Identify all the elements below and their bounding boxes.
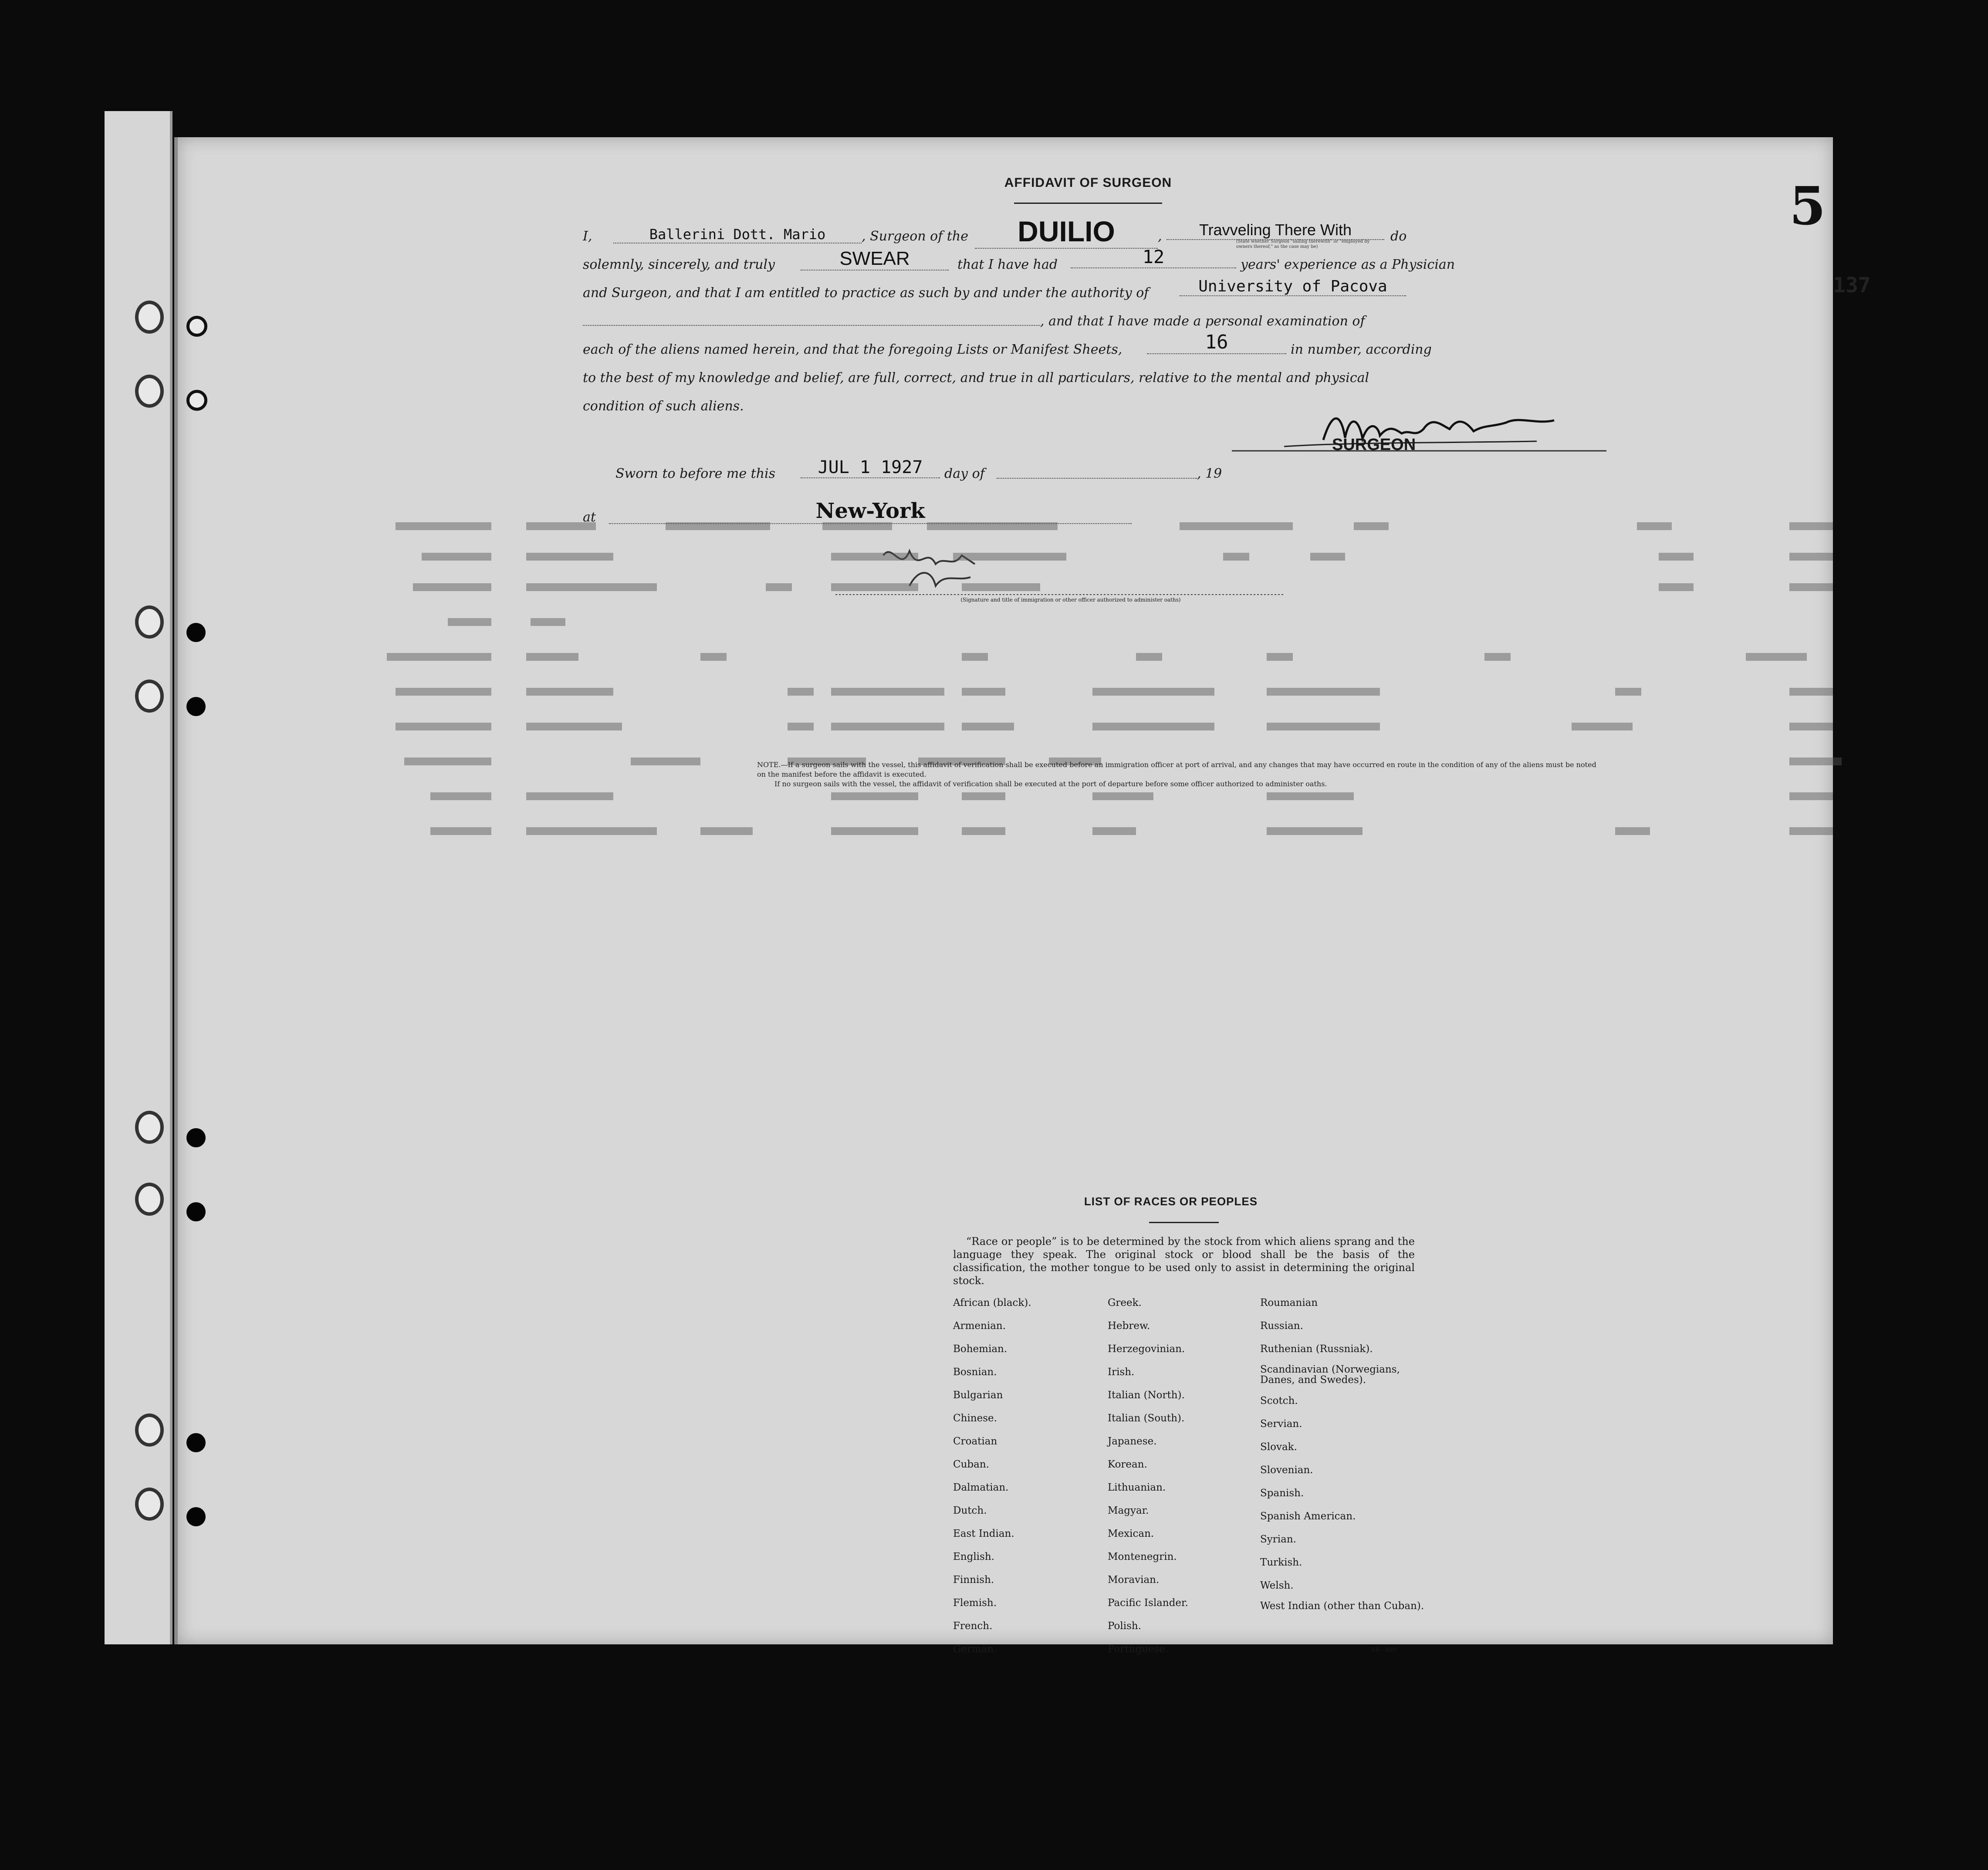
strip-hole: [135, 680, 164, 713]
races-column-1: [953, 1292, 1110, 1661]
race-item: French.: [953, 1620, 993, 1632]
race-item: German.: [953, 1643, 997, 1655]
relation-note: (State whether Surgeon "sailing therewith" or "employed by owners thereof," as the case may be): [1236, 239, 1370, 249]
side-number: 137: [1833, 273, 1871, 298]
line5-post: in number, according: [1291, 342, 1432, 357]
at-pre: at: [583, 510, 596, 525]
race-item: African (black).: [953, 1297, 1031, 1309]
title-rule: [1014, 203, 1162, 204]
race-item: Bulgarian: [953, 1390, 1003, 1401]
strip-hole: [135, 301, 164, 334]
strip-hole: [135, 1111, 164, 1144]
race-item: Pacific Islander.: [1108, 1597, 1188, 1609]
race-item: Chinese.: [953, 1413, 997, 1424]
race-item: Flemish.: [953, 1597, 997, 1609]
race-item: Finnish.: [953, 1574, 994, 1586]
race-item: Servian.: [1260, 1418, 1302, 1430]
race-item: Russian.: [1260, 1320, 1303, 1332]
race-item: Korean.: [1108, 1459, 1147, 1470]
races-column-3: [1260, 1292, 1434, 1616]
race-item: Magyar.: [1108, 1505, 1149, 1516]
affidavit-title: AFFIDAVIT OF SURGEON: [1004, 176, 1172, 190]
years-field: 12: [1071, 246, 1236, 268]
punch-hole: [186, 1202, 206, 1221]
punch-hole: [186, 697, 206, 716]
race-item: Portuguese.: [1108, 1643, 1169, 1655]
note-line1: NOTE.—If a surgeon sails with the vessel, this affidavit of verification shall be executed before an immigration officer at port of arrival, and any changes that may have occurred en route in the condition of any of the aliens must be noted on the manifest before the affidavit is executed.: [757, 761, 1596, 778]
race-item: Lithuanian.: [1108, 1482, 1166, 1493]
race-item: Croatian: [953, 1436, 997, 1447]
strip-hole: [135, 375, 164, 408]
strip-hole: [135, 605, 164, 639]
officer-caption: (Signature and title of immigration or other officer authorized to administer oaths): [960, 597, 1181, 603]
race-item: Polish.: [1108, 1620, 1142, 1632]
form-number: 14—489: [1371, 1647, 1397, 1654]
line6: to the best of my knowledge and belief, are full, correct, and true in all particulars, relative to the mental and physical: [583, 370, 1369, 385]
line1-pre: I,: [583, 229, 592, 244]
note-line2: If no surgeon sails with the vessel, the affidavit of verification shall be executed at the port of departure before some officer authorized to administer oaths.: [774, 780, 1327, 788]
surgeon-name-field: Ballerini Dott. Mario: [613, 226, 862, 243]
race-item: Syrian.: [1260, 1534, 1296, 1545]
affidavit-note: [757, 760, 1606, 789]
punch-hole: [186, 316, 207, 337]
binding-strip: [105, 111, 172, 1644]
line2-post: years' experience as a Physician: [1241, 257, 1455, 272]
line3-pre: and Surgeon, and that I am entitled to practice as such by and under the authority of: [583, 285, 1149, 301]
sworn-year: , 19: [1197, 466, 1222, 481]
race-item: West Indian (other than Cuban).: [1260, 1600, 1424, 1612]
race-item: Japanese.: [1108, 1436, 1157, 1447]
page-number: 5: [1789, 176, 1826, 237]
races-column-2: [1108, 1292, 1264, 1661]
race-item: Roumanian: [1260, 1297, 1318, 1309]
race-item: Welsh.: [1260, 1580, 1294, 1591]
punch-hole: [186, 623, 206, 642]
race-item: Scotch.: [1260, 1395, 1298, 1407]
race-item: Turkish.: [1260, 1557, 1302, 1568]
line1-post: do: [1390, 229, 1407, 244]
strip-hole: [135, 1488, 164, 1521]
sworn-mid: day of: [944, 466, 985, 481]
strip-hole: [135, 1413, 164, 1447]
race-item: Spanish American.: [1260, 1511, 1356, 1522]
line1-mid: , Surgeon of the: [862, 229, 968, 244]
comma: ,: [1158, 229, 1162, 244]
punch-hole: [186, 1507, 206, 1526]
sworn-date-field: JUL 1 1927: [801, 457, 940, 478]
race-item: Spanish.: [1260, 1488, 1304, 1499]
race-item: Hebrew.: [1108, 1320, 1150, 1332]
races-title-rule: [1149, 1222, 1219, 1223]
race-item: Bohemian.: [953, 1343, 1008, 1355]
race-item: Mexican.: [1108, 1528, 1154, 1539]
race-item: Slovak.: [1260, 1441, 1297, 1453]
vessel-name-field: DUILIO: [975, 215, 1158, 249]
race-item: Cuban.: [953, 1459, 989, 1470]
surgeon-signature: [1223, 399, 1615, 455]
relation-field: Travveling There With: [1166, 221, 1384, 240]
races-title: LIST OF RACES OR PEOPLES: [1084, 1195, 1258, 1208]
race-item: Greek.: [1108, 1297, 1142, 1309]
surgeon-label: SURGEON: [1332, 436, 1416, 454]
sworn-month-field: [997, 463, 1197, 479]
punch-hole: [186, 1433, 206, 1452]
line2-pre: solemnly, sincerely, and truly: [583, 257, 775, 272]
race-item: Armenian.: [953, 1320, 1006, 1332]
race-item: East Indian.: [953, 1528, 1014, 1539]
sheets-field: 16: [1147, 331, 1286, 354]
race-item: English.: [953, 1551, 994, 1562]
punch-hole: [186, 1128, 206, 1147]
race-item: Dalmatian.: [953, 1482, 1009, 1493]
race-item: Italian (North).: [1108, 1390, 1185, 1401]
race-item: Ruthenian (Russniak).: [1260, 1343, 1373, 1355]
race-item: Scandinavian (Norwegians, Danes, and Swedes).: [1260, 1364, 1400, 1386]
line4-post: , and that I have made a personal examination of: [1040, 314, 1365, 329]
race-item: Slovenian.: [1260, 1464, 1313, 1476]
race-item: Irish.: [1108, 1366, 1135, 1378]
sworn-pre: Sworn to before me this: [615, 466, 776, 481]
race-item: Bosnian.: [953, 1366, 997, 1378]
races-intro: “Race or people” is to be determined by the stock from which aliens sprang and the language they speak. The original stock or blood shall be the basis of the classification, the mother tongue to be used only to assist in determining the original stock.: [953, 1235, 1415, 1287]
punch-hole: [186, 390, 207, 411]
oath-field: SWEAR: [801, 248, 949, 271]
authority-continuation-field: [583, 309, 1040, 326]
race-item: Dutch.: [953, 1505, 987, 1516]
line5-pre: each of the aliens named herein, and that the foregoing Lists or Manifest Sheets,: [583, 342, 1122, 357]
line2-mid: that I have had: [957, 257, 1058, 272]
strip-hole: [135, 1183, 164, 1216]
manifest-page: [174, 137, 1871, 1655]
race-item: Moravian.: [1108, 1574, 1160, 1586]
place-field: New-York: [609, 499, 1132, 524]
line7: condition of such aliens.: [583, 399, 744, 414]
race-item: Herzegovinian.: [1108, 1343, 1185, 1355]
race-item: Montenegrin.: [1108, 1551, 1177, 1562]
race-item: Italian (South).: [1108, 1413, 1185, 1424]
authority-field: University of Pacova: [1180, 277, 1406, 296]
